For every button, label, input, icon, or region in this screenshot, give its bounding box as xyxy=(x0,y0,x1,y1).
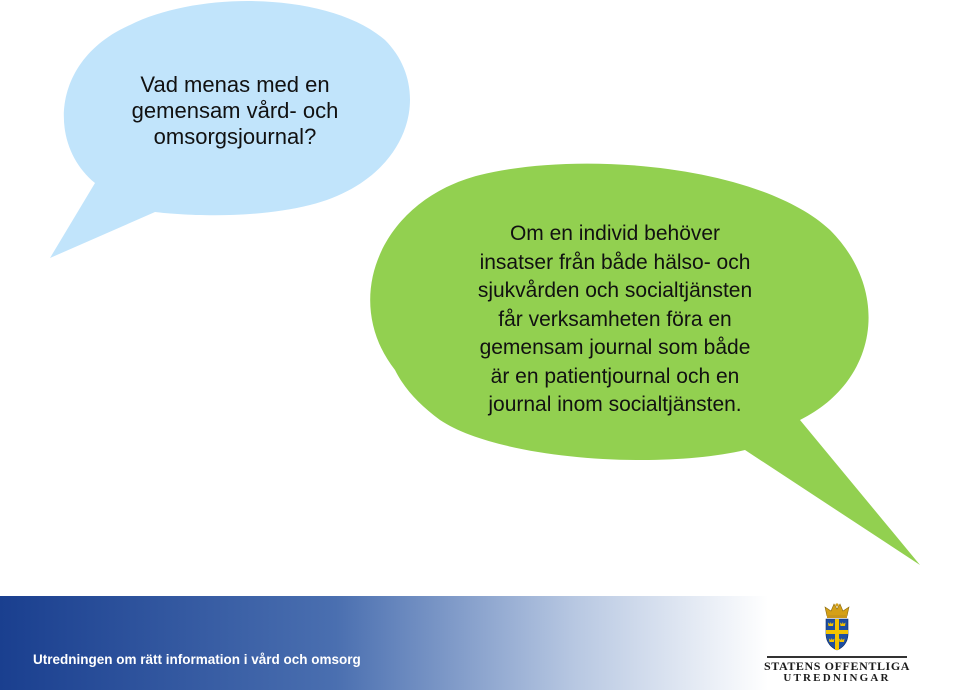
sou-logo xyxy=(762,602,912,686)
logo-text-top: STATENS OFFENTLIGA xyxy=(763,659,911,673)
answer-line: gemensam journal som både xyxy=(479,336,751,359)
footer-title: Utredningen om rätt information i vård och omsorg xyxy=(33,652,361,667)
question-text xyxy=(100,72,370,150)
answer-line: Om en individ behöver xyxy=(509,222,721,245)
answer-line: sjukvården och socialtjänsten xyxy=(477,279,753,302)
question-line: gemensam vård- och xyxy=(131,98,339,123)
footer-bar xyxy=(0,596,960,690)
question-line: omsorgsjournal? xyxy=(153,124,317,149)
logo-text-bottom: UTREDNINGAR xyxy=(783,672,891,684)
logo-divider xyxy=(767,656,907,658)
answer-text xyxy=(420,220,810,420)
answer-line: journal inom socialtjänsten. xyxy=(488,393,742,416)
answer-line: insatser från både hälso- och xyxy=(479,250,751,274)
answer-line: är en patientjournal och en xyxy=(490,364,740,388)
coat-of-arms-icon xyxy=(821,602,853,652)
answer-line: får verksamheten föra en xyxy=(498,307,732,331)
question-line: Vad menas med en xyxy=(140,72,330,97)
